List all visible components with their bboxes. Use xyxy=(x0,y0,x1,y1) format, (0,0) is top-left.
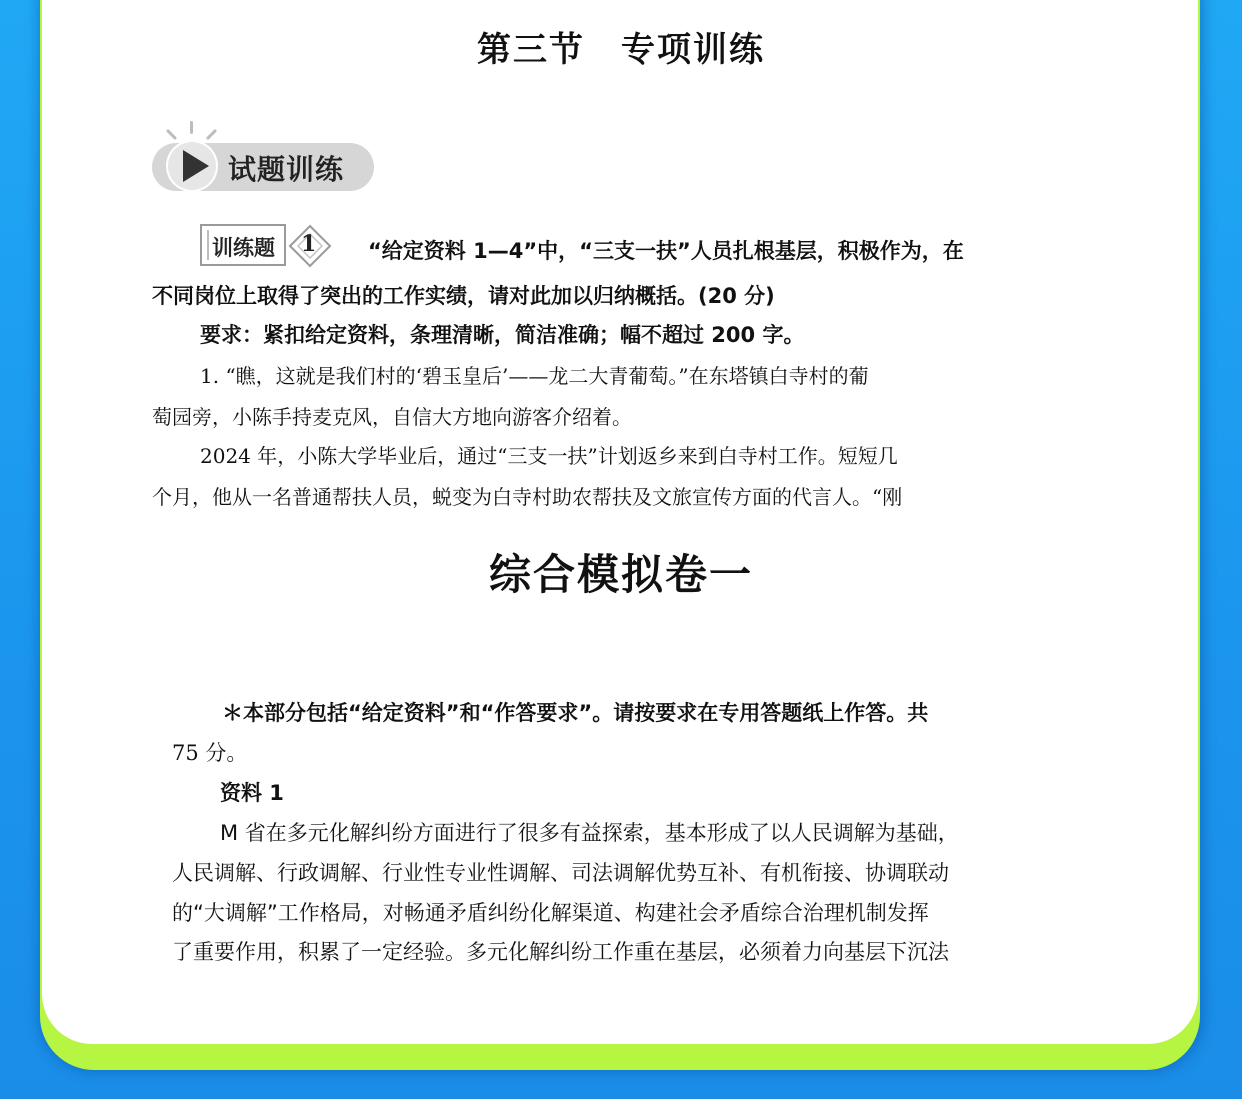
material-heading: 资料 1 xyxy=(220,781,284,805)
ray-mark xyxy=(190,121,193,134)
section-title xyxy=(0,22,1242,71)
paragraph-2-line-1: 2024 年，小陈大学毕业后，通过“三支一扶”计划返乡来到白寺村工作。短短几 xyxy=(200,444,898,468)
material-line-3: 的“大调解”工作格局，对畅通矛盾纠纷化解渠道、构建社会矛盾综合治理机制发挥 xyxy=(172,901,929,925)
exam-title: 综合模拟卷一 xyxy=(488,550,753,599)
paragraph-1-line-2: 萄园旁，小陈手持麦克风，自信大方地向游客介绍着。 xyxy=(152,405,632,429)
badge-number: 1 xyxy=(301,231,317,257)
question-line-2: 不同岗位上取得了突出的工作实绩，请对此加以归纳概括。(20 分) xyxy=(152,284,775,308)
exam-note-line-1: ＊本部分包括“给定资料”和“作答要求”。请按要求在专用答题纸上作答。共 xyxy=(222,701,929,725)
section-name: 专项训练 xyxy=(621,30,765,70)
exam-note-line-2: 75 分。 xyxy=(172,741,248,765)
badge-label: 训练题 xyxy=(212,236,275,260)
material-line-1: M 省在多元化解纠纷方面进行了很多有益探索，基本形成了以人民调解为基础， xyxy=(220,821,959,845)
material-line-4: 了重要作用，积累了一定经验。多元化解纠纷工作重在基层，必须着力向基层下沉法 xyxy=(172,940,949,964)
pill-label: 试题训练 xyxy=(228,153,345,186)
play-triangle-icon xyxy=(183,150,209,182)
paragraph-1-line-1: 1. “瞧，这就是我们村的‘碧玉皇后’——龙二大青葡萄。”在东塔镇白寺村的葡 xyxy=(200,364,869,388)
question-line-1: “给定资料 1—4”中，“三支一扶”人员扎根基层，积极作为，在 xyxy=(368,239,964,263)
question-requirement: 要求：紧扣给定资料，条理清晰，简洁准确；幅不超过 200 字。 xyxy=(200,323,805,347)
paragraph-2-line-2: 个月，他从一名普通帮扶人员，蜕变为白寺村助农帮扶及文旅宣传方面的代言人。“刚 xyxy=(152,485,903,509)
material-line-2: 人民调解、行政调解、行业性专业性调解、司法调解优势互补、有机衔接、协调联动 xyxy=(172,861,949,885)
section-number: 第三节 xyxy=(477,30,585,70)
